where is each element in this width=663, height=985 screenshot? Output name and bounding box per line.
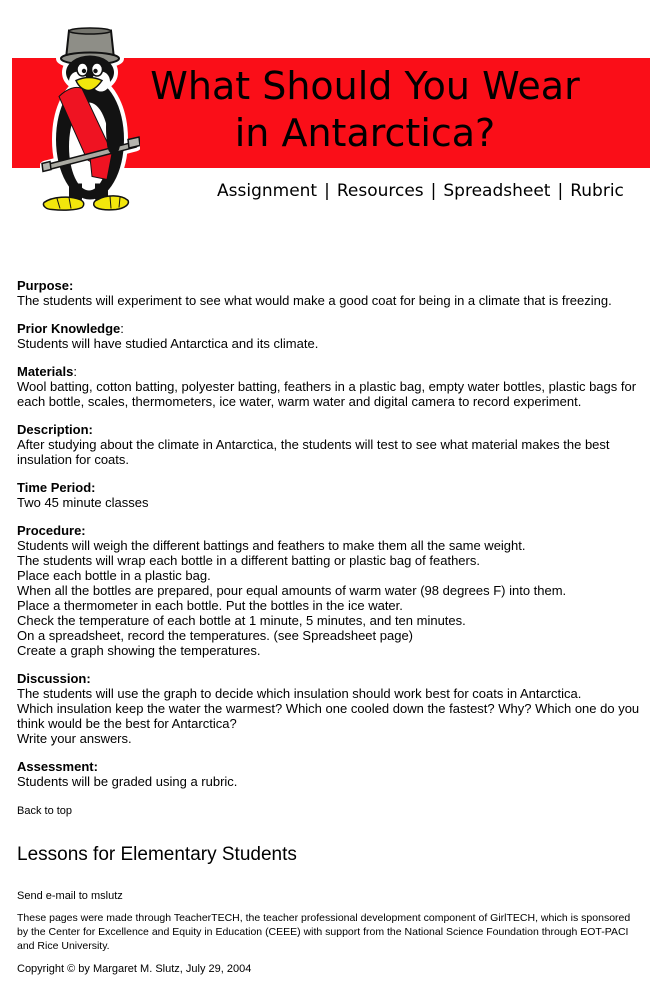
- section-heading-colon: :: [120, 321, 124, 336]
- section-line: Students will be graded using a rubric.: [17, 774, 238, 789]
- section-heading-bold: Description:: [17, 422, 93, 437]
- nav-link-resources[interactable]: Resources: [336, 181, 424, 201]
- section-line: Two 45 minute classes: [17, 495, 149, 510]
- section-line: Write your answers.: [17, 731, 132, 746]
- section-body: [17, 293, 643, 308]
- page-title-line1: What Should You Wear: [150, 64, 580, 108]
- section-line: After studying about the climate in Antarctica, the students will test to see what material makes the best insulation for coats.: [17, 437, 610, 467]
- back-to-top-link[interactable]: Back to top: [17, 805, 73, 817]
- credits-text: These pages were made through TeacherTECH, the teacher professional development component of GirlTECH, which is sponsored by the Center for Excellence and Equity in Education (CEEE) with support from the National Science Foundation through EOT-PACI and Rice University.: [17, 912, 631, 952]
- section-heading: [17, 364, 643, 379]
- section-body: [17, 538, 643, 658]
- section-line: On a spreadsheet, record the temperatures. (see Spreadsheet page): [17, 628, 414, 643]
- section-line: Check the temperature of each bottle at 1 minute, 5 minutes, and ten minutes.: [17, 613, 466, 628]
- section-heading-bold: Prior Knowledge: [17, 321, 121, 336]
- section-line: Wool batting, cotton batting, polyester batting, feathers in a plastic bag, empty water bottles, plastic bags for each bottle, scales, thermometers, ice water, warm water and digital camera to record experiment.: [17, 379, 637, 409]
- section-heading-bold: Materials: [17, 364, 74, 379]
- lesson-section: [17, 364, 643, 409]
- section-heading: [17, 278, 643, 293]
- page-title: [132, 63, 598, 157]
- nav-link-rubric[interactable]: Rubric: [570, 181, 624, 201]
- section-line: Place each bottle in a plastic bag.: [17, 568, 211, 583]
- section-heading-bold: Time Period:: [17, 480, 96, 495]
- section-body: [17, 336, 643, 351]
- penguin-icon: [40, 27, 140, 213]
- nav-separator: |: [557, 181, 564, 201]
- section-body: [17, 686, 643, 746]
- section-line: Students will weigh the different battings and feathers to make them all the same weight.: [17, 538, 526, 553]
- section-heading: [17, 480, 643, 495]
- section-line: The students will experiment to see what would make a good coat for being in a climate that is freezing.: [17, 293, 612, 308]
- main-nav: [217, 181, 624, 202]
- section-body: [17, 437, 643, 467]
- lesson-section: [17, 759, 643, 789]
- send-email-link[interactable]: Send e-mail to mslutz: [17, 890, 123, 902]
- lesson-section: [17, 480, 643, 510]
- section-heading: [17, 422, 643, 437]
- lesson-section: [17, 671, 643, 746]
- lesson-section: [17, 278, 643, 308]
- section-heading-colon: :: [73, 364, 77, 379]
- lesson-content: [0, 230, 663, 976]
- lessons-heading-link[interactable]: Lessons for Elementary Students: [17, 844, 297, 865]
- page-title-line2: in Antarctica?: [234, 111, 496, 155]
- lesson-section: [17, 321, 643, 351]
- page-header: [0, 0, 663, 230]
- nav-separator: |: [430, 181, 437, 201]
- section-heading-bold: Purpose:: [17, 278, 74, 293]
- section-line: When all the bottles are prepared, pour equal amounts of warm water (98 degrees F) into them.: [17, 583, 567, 598]
- section-line: Which insulation keep the water the warmest? Which one cooled down the fastest? Why? Which one do you think would be the best for Antarctica?: [17, 701, 640, 731]
- section-heading-bold: Discussion:: [17, 671, 91, 686]
- nav-link-assignment[interactable]: Assignment: [217, 181, 318, 201]
- section-line: The students will wrap each bottle in a different batting or plastic bag of feathers.: [17, 553, 480, 568]
- lesson-sections: [17, 278, 643, 789]
- lesson-section: [17, 422, 643, 467]
- section-line: Create a graph showing the temperatures.: [17, 643, 261, 658]
- section-heading: [17, 321, 643, 336]
- copyright-text: Copyright © by Margaret M. Slutz, July 29, 2004: [17, 963, 252, 975]
- section-line: Place a thermometer in each bottle. Put the bottles in the ice water.: [17, 598, 403, 613]
- section-line: The students will use the graph to decide which insulation should work best for coats in Antarctica.: [17, 686, 582, 701]
- section-line: Students will have studied Antarctica and its climate.: [17, 336, 319, 351]
- section-heading: [17, 523, 643, 538]
- section-body: [17, 379, 643, 409]
- lesson-section: [17, 523, 643, 658]
- section-heading-bold: Assessment:: [17, 759, 98, 774]
- section-body: [17, 774, 643, 789]
- section-heading: [17, 671, 643, 686]
- penguin-foot-left: [43, 197, 83, 210]
- section-heading: [17, 759, 643, 774]
- section-heading-bold: Procedure:: [17, 523, 86, 538]
- nav-link-spreadsheet[interactable]: Spreadsheet: [443, 181, 551, 201]
- nav-separator: |: [324, 181, 330, 201]
- section-body: [17, 495, 643, 510]
